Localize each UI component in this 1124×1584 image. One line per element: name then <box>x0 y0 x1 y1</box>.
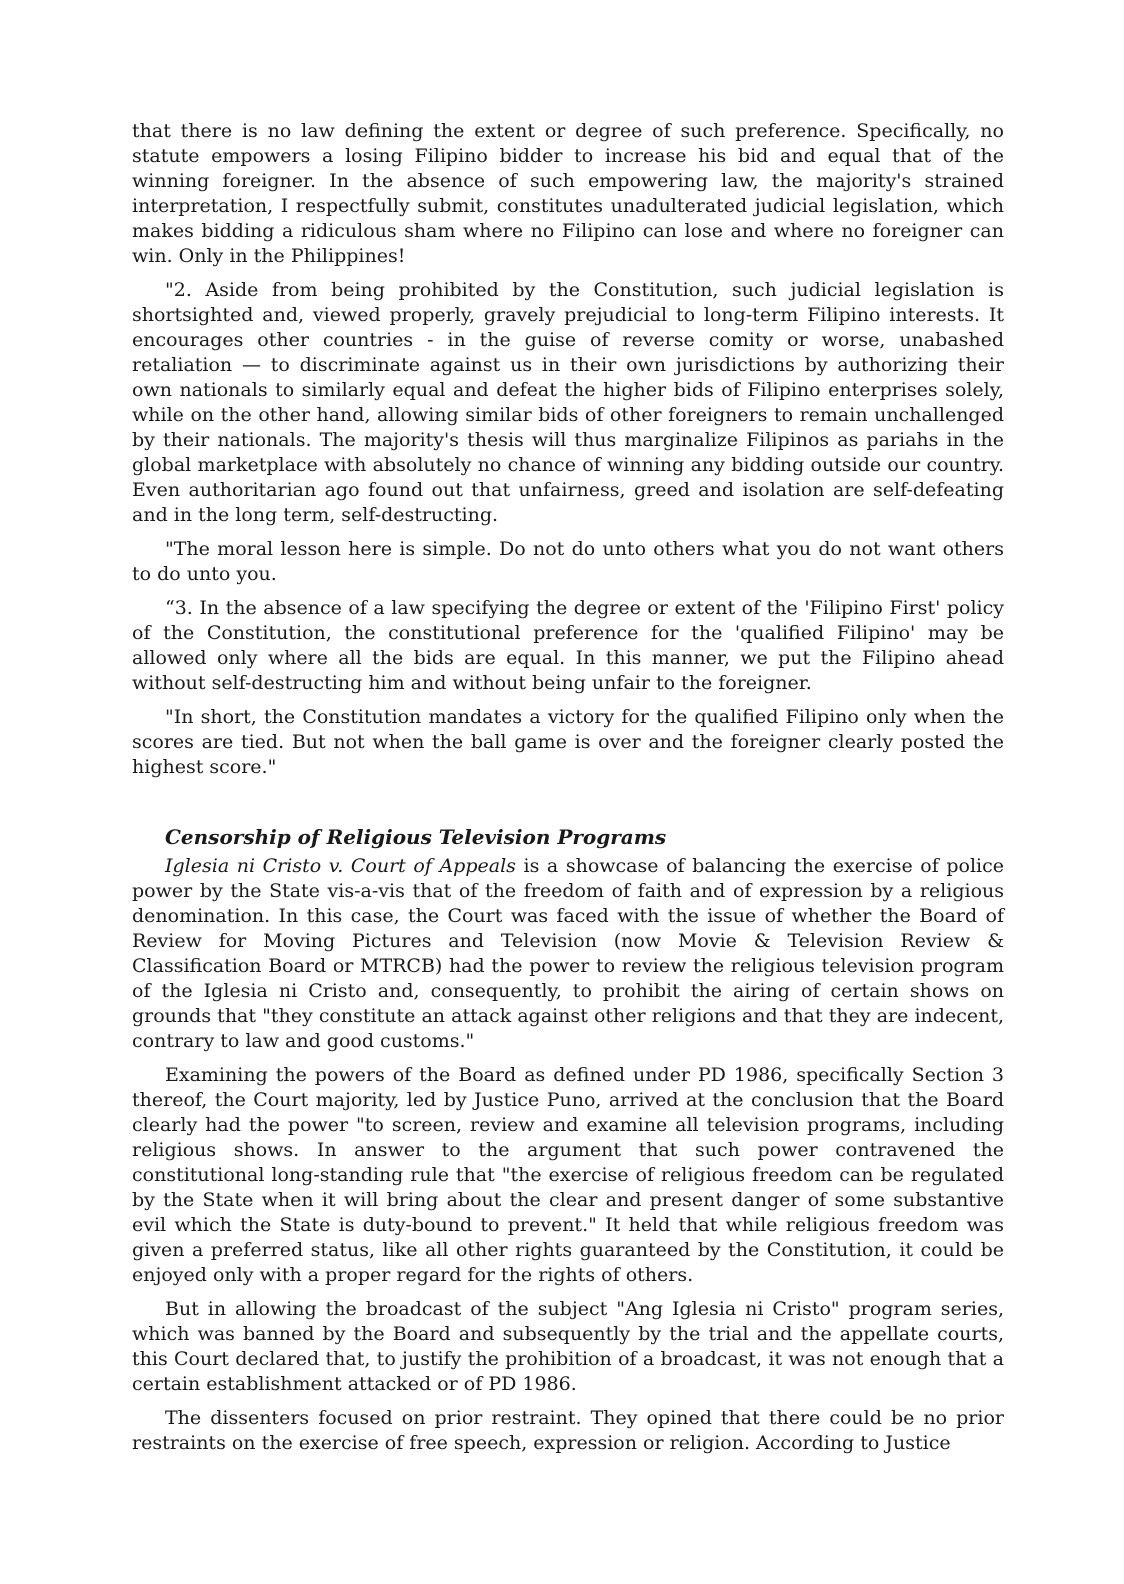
paragraph-iglesia-case <box>132 854 1004 1054</box>
document-page <box>132 119 1004 1465</box>
paragraph-preference-continuation: that there is no law defining the extent or degree of such preference. Specifically, no statute empowers a losing Filipino bidder to increase his bid and equal that of the winning foreigner. In the absence of such empowering law, the majority's strained interpretation, I respectfully submit, constitutes unadulterated judicial legislation, which makes bidding a ridiculous sham where no Filipino can lose and where no foreigner can win. Only in the Philippines! <box>132 120 1004 267</box>
paragraph-moral-lesson: "The moral lesson here is simple. Do not do unto others what you do not want others to do unto you. <box>132 538 1004 585</box>
paragraph-dissenters: The dissenters focused on prior restraint. They opined that there could be no prior restraints on the exercise of free speech, expression or religion. According to Justice <box>132 1407 1004 1454</box>
paragraph-scores-tied: "In short, the Constitution mandates a victory for the qualified Filipino only when the scores are tied. But not when the ball game is over and the foreigner clearly posted the highest score." <box>132 706 1004 778</box>
paragraph-board-powers: Examining the powers of the Board as defined under PD 1986, specifically Section 3 thereof, the Court majority, led by Justice Puno, arrived at the conclusion that the Board clearly had the power "to screen, review and examine all television programs, including religious shows. In answer to the argument that such power contravened the constitutional long-standing rule that "the exercise of religious freedom can be regulated by the State when it will bring about the clear and present danger of some substantive evil which the State is duty-bound to prevent." It held that while religious freedom was given a preferred status, like all other rights guaranteed by the Constitution, it could be enjoyed only with a proper regard for the rights of others. <box>132 1064 1004 1286</box>
section-heading: Censorship of Religious Television Programs <box>165 825 667 849</box>
paragraph-iglesia-text: is a showcase of balancing the exercise of police power by the State vis-a-vis that of the freedom of faith and of expression by a religious denomination. In this case, the Court was faced with the issue of whether the Board of Review for Moving Pictures and Television (now Movie & Television Review & Classification Board or MTRCB) had the power to review the religious television program of the Iglesia ni Cristo and, consequently, to prohibit the airing of certain shows on grounds that "they constitute an attack against other religions and that they are indecent, contrary to law and good customs." <box>132 855 1004 1052</box>
case-name: Iglesia ni Cristo v. Court of Appeals <box>165 855 516 877</box>
paragraph-judicial-legislation: "2. Aside from being prohibited by the Constitution, such judicial legislation is shortsighted and, viewed properly, gravely prejudicial to long-term Filipino interests. It encourages other countries - in the guise of reverse comity or worse, unabashed retaliation — to discriminate against us in their own jurisdictions by authorizing their own nationals to similarly equal and defeat the higher bids of Filipino enterprises solely, while on the other hand, allowing similar bids of other foreigners to remain unchallenged by their nationals. The majority's thesis will thus marginalize Filipinos as pariahs in the global marketplace with absolutely no chance of winning any bidding outside our country. Even authoritarian ago found out that unfairness, greed and isolation are self-defeating and in the long term, self-destructing. <box>132 279 1004 526</box>
paragraph-filipino-first: “3. In the absence of a law specifying the degree or extent of the 'Filipino First' policy of the Constitution, the constitutional preference for the 'qualified Filipino' may be allowed only where all the bids are equal. In this manner, we put the Filipino ahead without self-destructing him and without being unfair to the foreigner. <box>132 597 1004 694</box>
paragraph-broadcast-allowed: But in allowing the broadcast of the subject "Ang Iglesia ni Cristo" program series, which was banned by the Board and subsequently by the trial and the appellate courts, this Court declared that, to justify the prohibition of a broadcast, it was not enough that a certain establishment attacked or of PD 1986. <box>132 1298 1004 1395</box>
